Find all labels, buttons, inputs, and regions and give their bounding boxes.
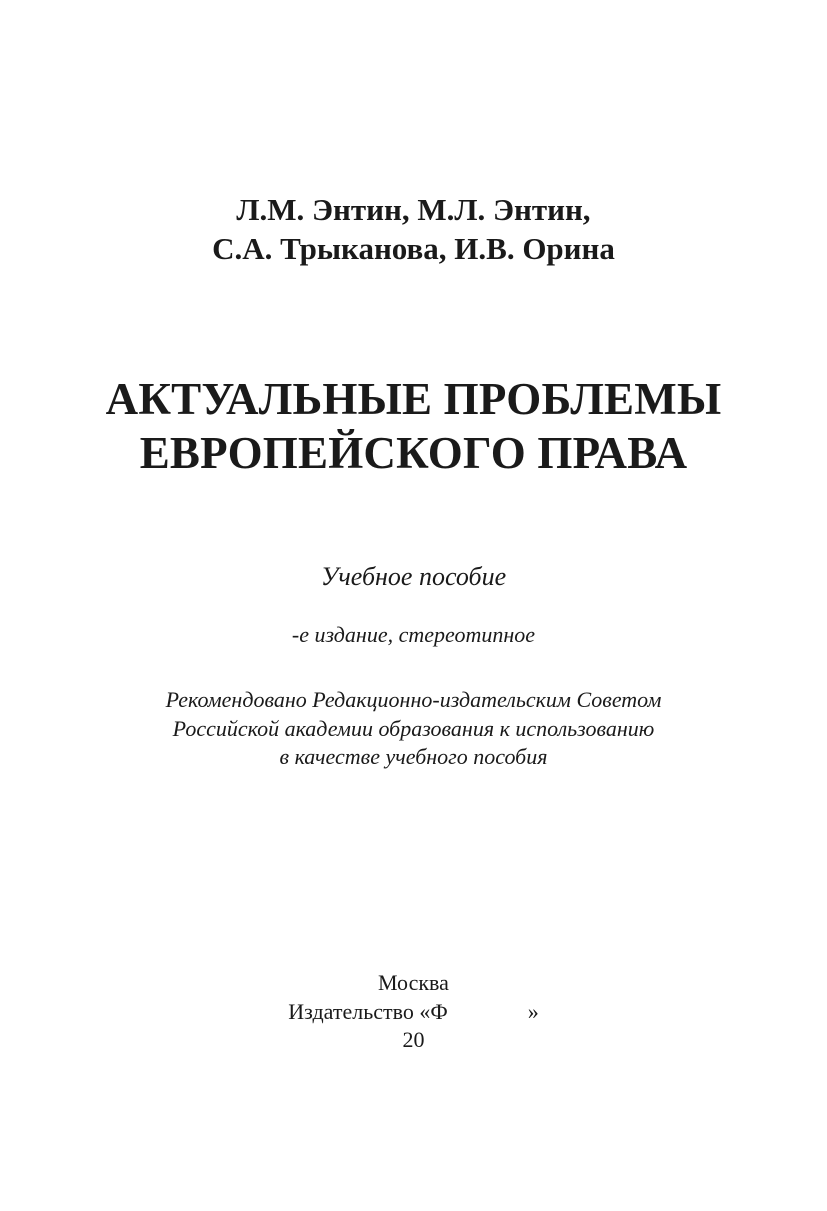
authors-line-2: С.А. Трыканова, И.В. Орина <box>212 231 615 266</box>
imprint-publisher-name: Издательство «Ф <box>288 999 448 1024</box>
recommendation-line-2: Российской академии образования к использованию <box>172 716 655 741</box>
imprint-year: 20 <box>402 1027 425 1052</box>
edition-note: -е издание, стереотипное <box>291 622 536 647</box>
recommendation-line-1: Рекомендовано Редакционно-издательским Советом <box>165 687 662 712</box>
book-subtitle: Учебное пособие <box>320 562 507 591</box>
recommendation-line-3: в качестве учебного пособия <box>279 744 548 769</box>
imprint-city: Москва <box>378 970 449 995</box>
book-title-line-2: ЕВРОПЕЙСКОГО ПРАВА <box>139 428 688 478</box>
imprint-publisher <box>0 998 827 1026</box>
imprint-publisher-closing-quote: » <box>527 999 539 1024</box>
book-title-line-1: АКТУАЛЬНЫЕ ПРОБЛЕМЫ <box>105 374 722 424</box>
authors-line-1: Л.М. Энтин, М.Л. Энтин, <box>236 192 591 227</box>
